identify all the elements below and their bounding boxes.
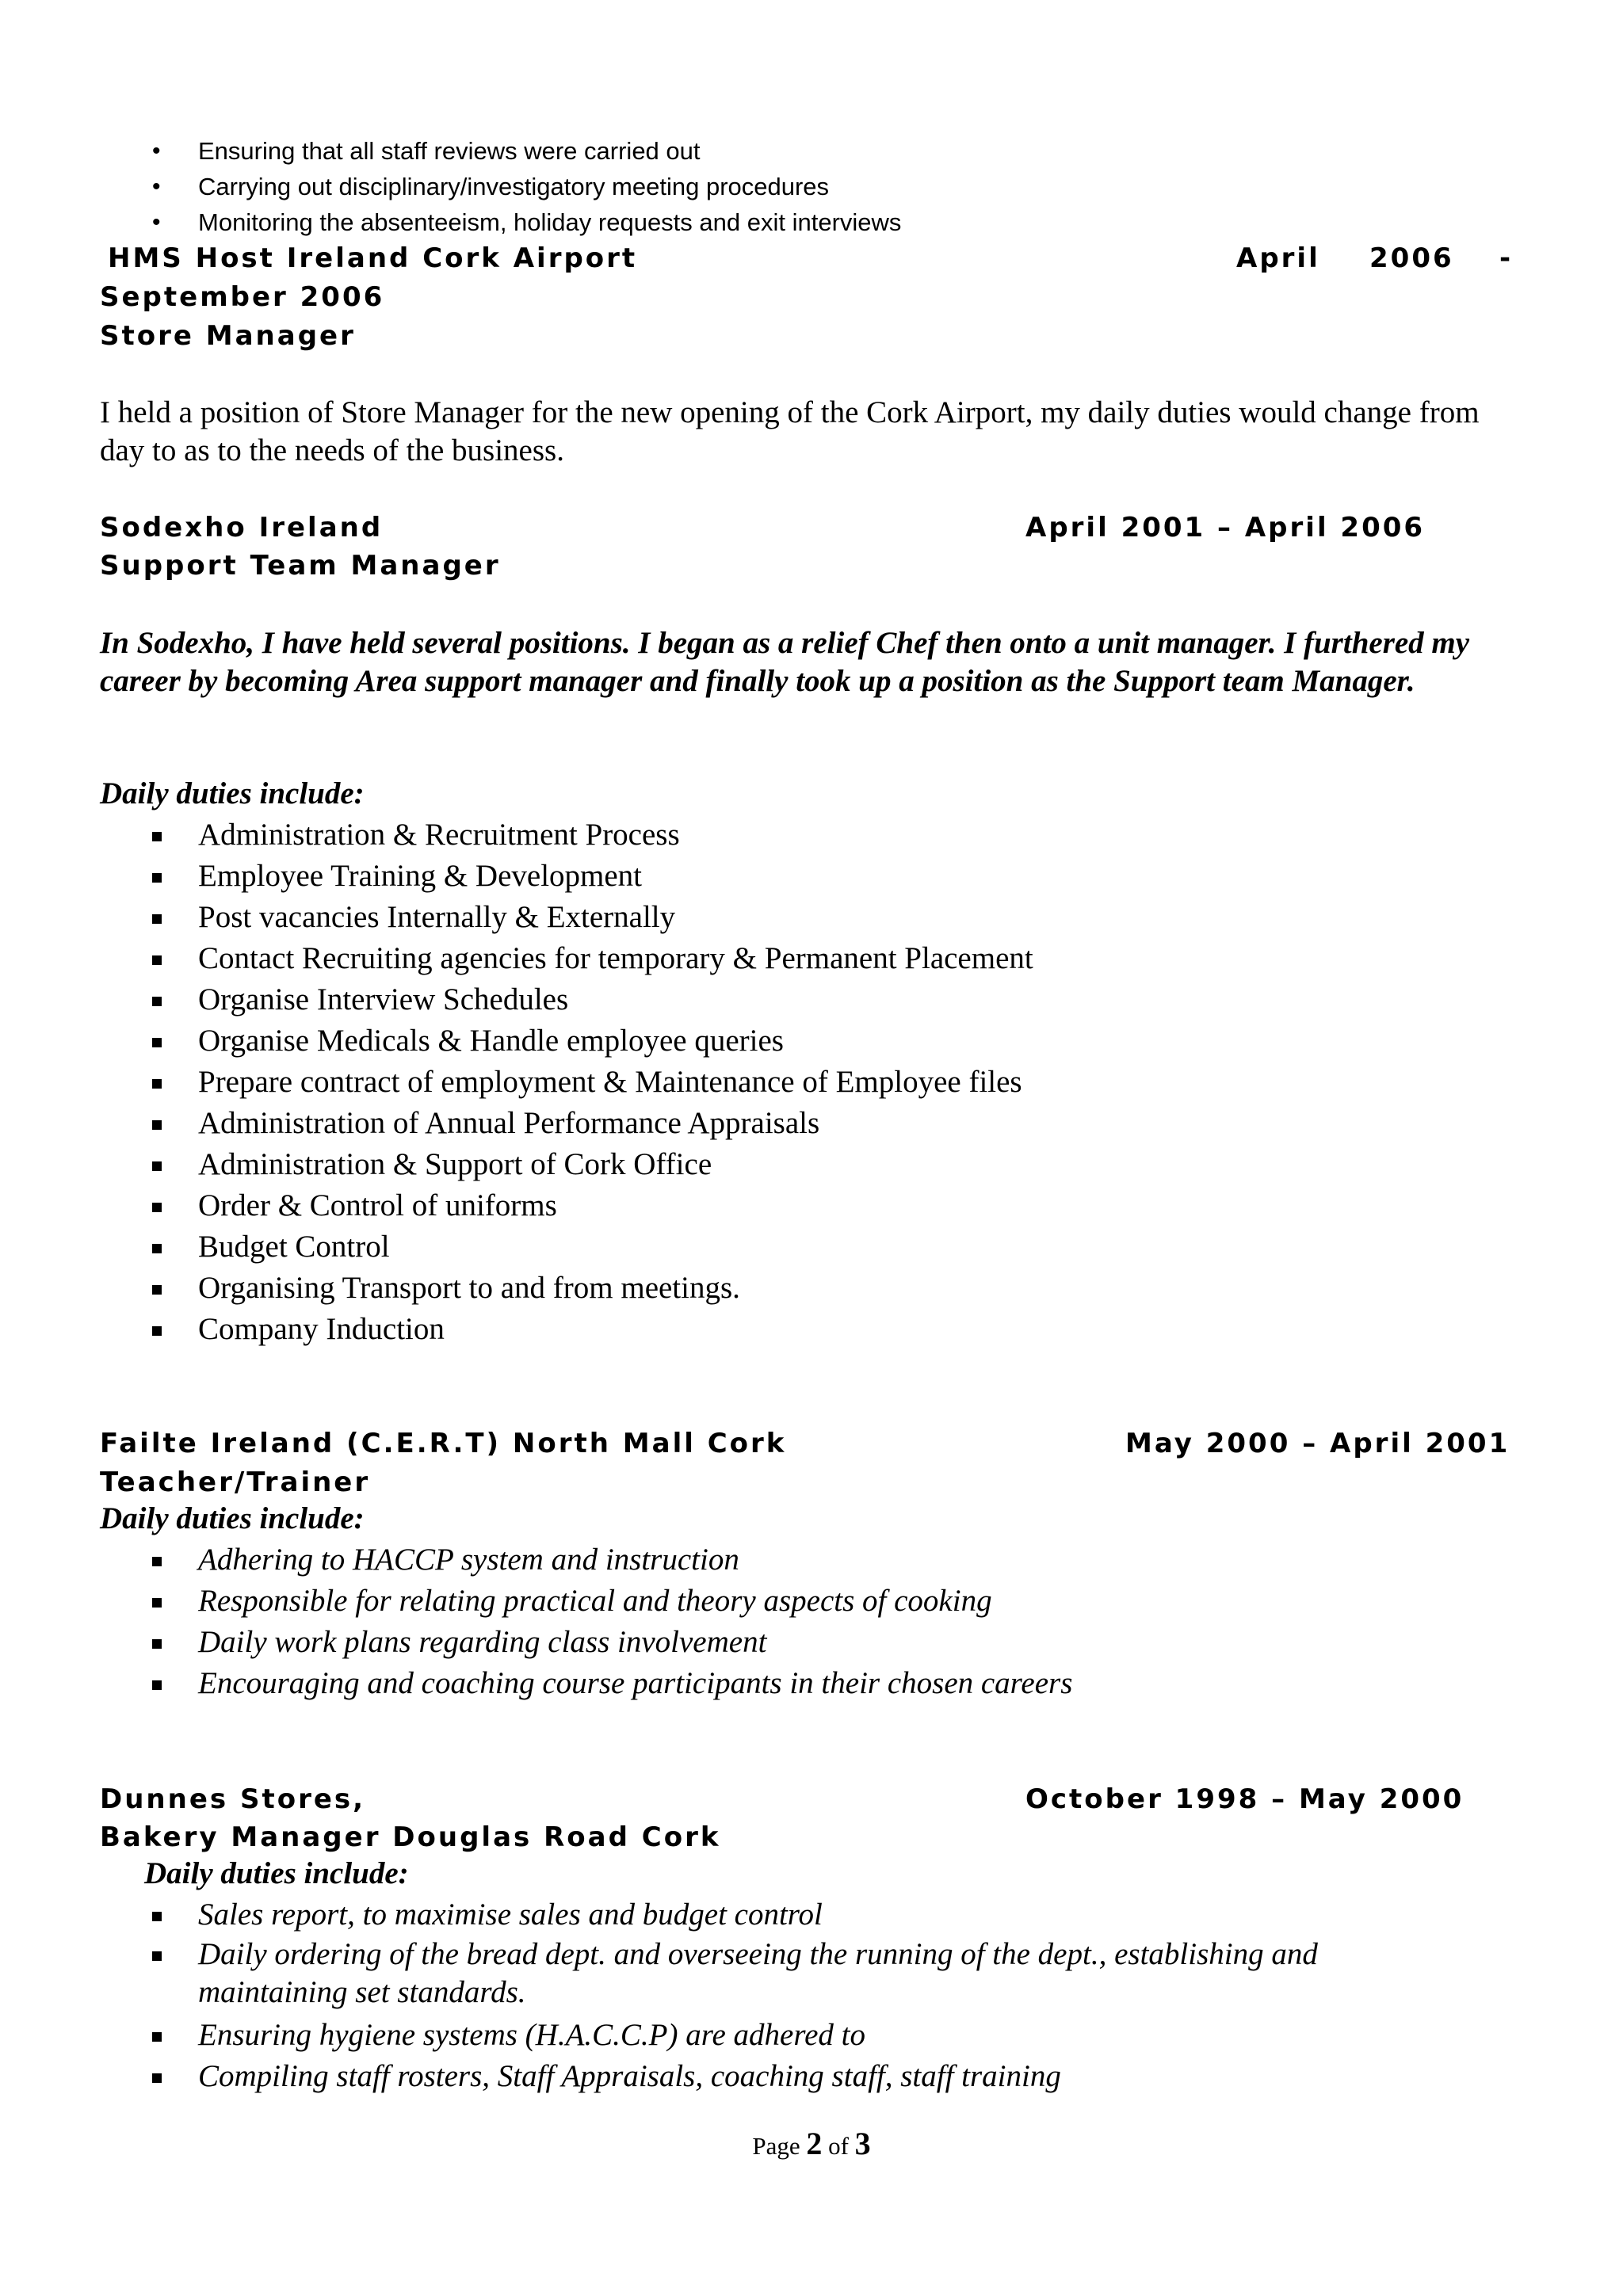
page-of-label: of [828,2132,849,2160]
list-item: Daily ordering of the bread dept. and overseeing the running of the dept., establishing and maintaining set standards. [151,1936,1434,2015]
top-bullet-list [151,133,901,240]
dunnes-duties-list [151,1894,1434,2097]
dunnes-dates: October 1998 – May 2000 [1025,1783,1465,1815]
list-item: Organise Interview Schedules [151,979,1033,1020]
dunnes-company: Dunnes Stores, [100,1783,366,1815]
page-label: Page [752,2132,800,2160]
sodexho-duties-label: Daily duties include: [100,776,365,810]
dunnes-duties-label: Daily duties include: [144,1856,409,1890]
hms-description: I held a position of Store Manager for the new opening of the Cork Airport, my daily duties would change from day to as to the needs of the business. [100,395,1480,467]
list-item: Administration of Annual Performance Appraisals [151,1103,1033,1144]
list-item: Encouraging and coaching course participants in their chosen careers [151,1663,1072,1704]
hms-role: Store Manager [100,320,356,352]
failte-duties-label: Daily duties include: [100,1501,365,1535]
list-item: Contact Recruiting agencies for temporary & Permanent Placement [151,938,1033,979]
list-item: Adhering to HACCP system and instruction [151,1539,1072,1581]
failte-dates: May 2000 – April 2001 [1125,1428,1510,1459]
list-item: Compiling staff rosters, Staff Appraisals, coaching staff, staff training [151,2056,1434,2097]
hms-date-end: September 2006 [100,281,385,313]
list-item: Responsible for relating practical and theory aspects of cooking [151,1581,1072,1622]
list-item: • Carrying out disciplinary/investigatory meeting procedures [151,169,901,204]
hms-date-year: 2006 [1369,242,1454,274]
list-item: Order & Control of uniforms [151,1185,1033,1226]
page-current: 2 [806,2126,823,2161]
sodexho-role: Support Team Manager [100,550,501,582]
list-item: Prepare contract of employment & Maintenance of Employee files [151,1062,1033,1103]
page-total: 3 [854,2126,871,2161]
page-number [0,2126,1623,2164]
hms-date-month: April [1236,242,1320,274]
hms-date-dash: - [1499,242,1514,274]
list-item: Sales report, to maximise sales and budget control [151,1894,1434,1936]
failte-duties-list [151,1539,1072,1704]
list-item: Organise Medicals & Handle employee queries [151,1020,1033,1062]
list-item: Administration & Recruitment Process [151,814,1033,856]
dunnes-role: Bakery Manager Douglas Road Cork [100,1821,721,1853]
list-item: Budget Control [151,1226,1033,1268]
failte-role: Teacher/Trainer [100,1466,371,1498]
sodexho-company: Sodexho Ireland [100,512,384,543]
sodexho-duties-list [151,814,1033,1350]
list-item: Company Induction [151,1309,1033,1350]
list-item: Ensuring hygiene systems (H.A.C.C.P) are adhered to [151,2015,1434,2056]
list-item: Organising Transport to and from meetings. [151,1268,1033,1309]
sodexho-dates: April 2001 – April 2006 [1025,512,1426,543]
list-item: Employee Training & Development [151,856,1033,897]
list-item: • Monitoring the absenteeism, holiday requests and exit interviews [151,204,901,240]
list-item: • Ensuring that all staff reviews were carried out [151,133,901,169]
list-item: Daily work plans regarding class involvement [151,1622,1072,1663]
hms-company: HMS Host Ireland Cork Airport [108,242,638,274]
list-item: Post vacancies Internally & Externally [151,897,1033,938]
failte-company: Failte Ireland (C.E.R.T) North Mall Cork [100,1428,787,1459]
sodexho-description: In Sodexho, I have held several positions. I began as a relief Chef then onto a unit manager. I furthered my career by becoming Area support manager and finally took up a position as the Support team Manager. [100,626,1470,698]
list-item: Administration & Support of Cork Office [151,1144,1033,1185]
